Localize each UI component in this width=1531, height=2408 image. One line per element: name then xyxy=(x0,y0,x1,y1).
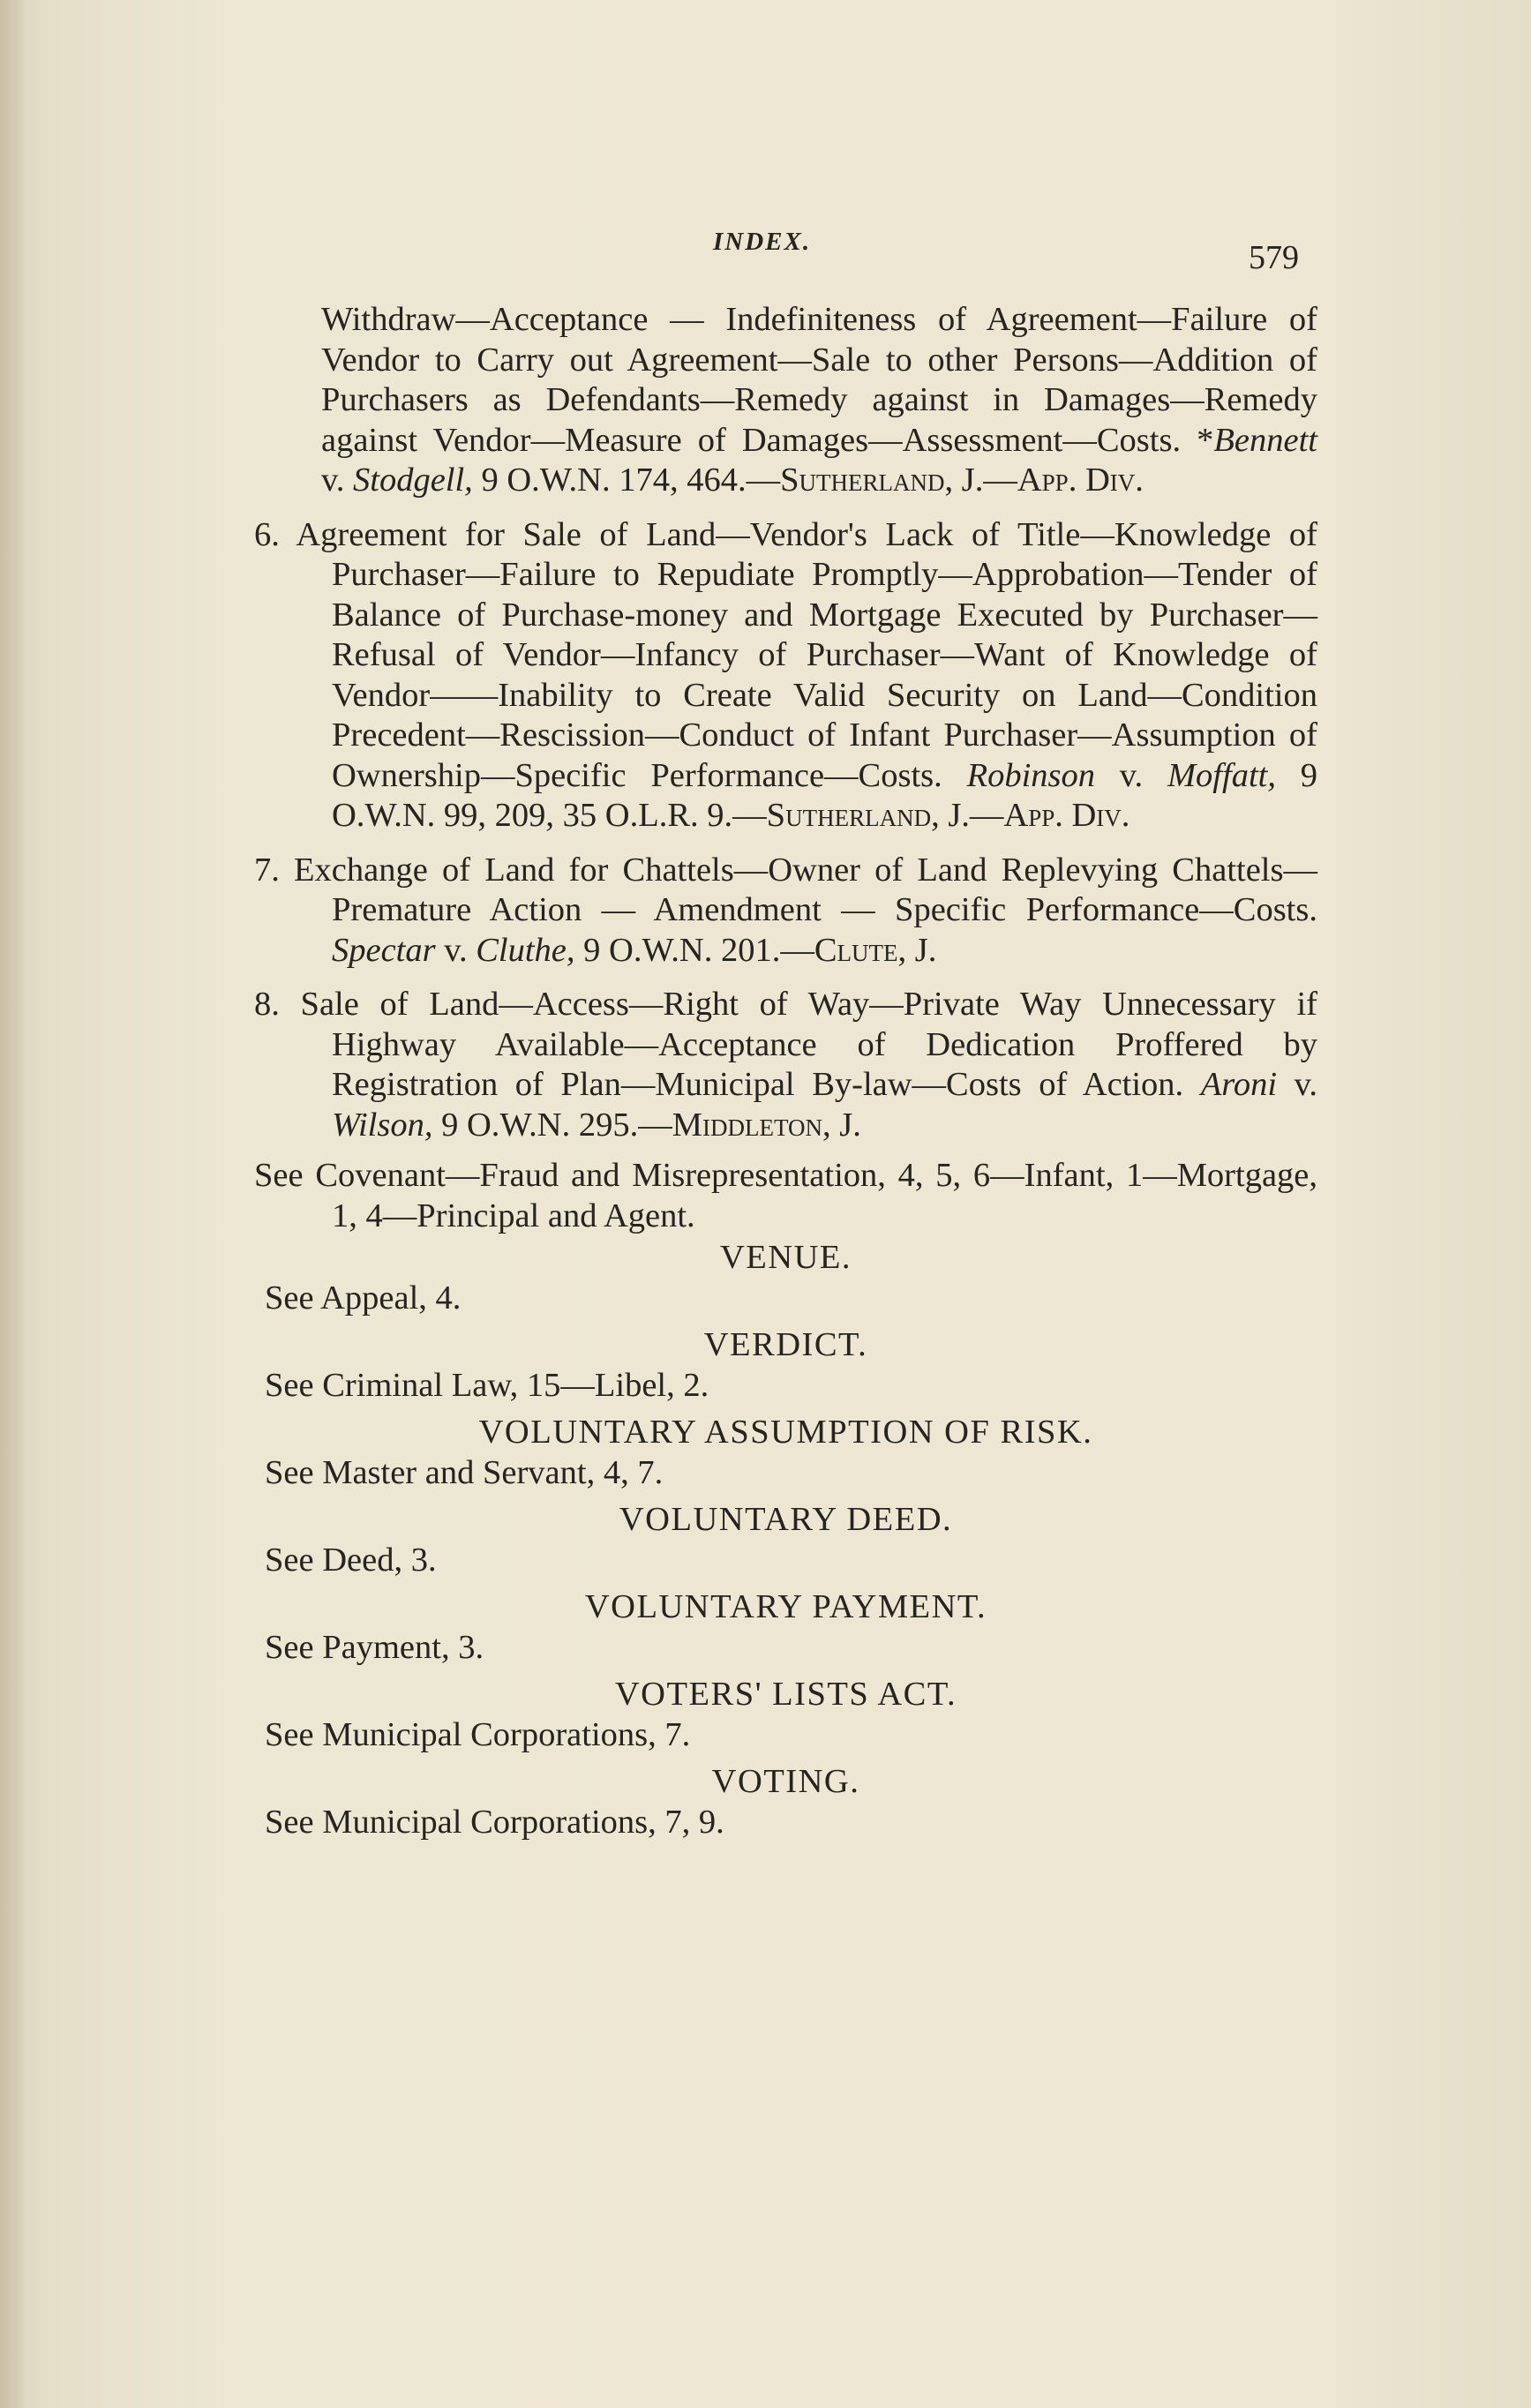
cross-reference: See Municipal Corporations, 7. xyxy=(265,1715,691,1753)
cross-reference: See Deed, 3. xyxy=(265,1541,437,1579)
cross-reference: See Payment, 3. xyxy=(265,1628,484,1666)
case-versus: v. xyxy=(1277,1066,1318,1103)
heading-voluntary-payment: VOLUNTARY PAYMENT. xyxy=(584,1588,987,1625)
case-citation: 9 O.W.N. 201.— xyxy=(574,931,814,969)
heading-venue: VENUE. xyxy=(719,1239,852,1276)
cross-reference: See Appeal, 4. xyxy=(265,1279,462,1317)
case-party-2: Moffatt, xyxy=(1167,756,1276,794)
judge-name: Sutherland, J.—App. Div. xyxy=(780,461,1144,499)
continued-entry xyxy=(254,300,1317,501)
cross-reference: See Criminal Law, 15—Libel, 2. xyxy=(265,1366,709,1404)
heading-voluntary-assumption-of-risk: VOLUNTARY ASSUMPTION OF RISK. xyxy=(478,1414,1093,1451)
binding-shadow xyxy=(0,0,26,2408)
case-star: * xyxy=(1181,421,1214,459)
case-versus: v. xyxy=(435,931,477,969)
index-text xyxy=(254,300,1317,1842)
case-citation: 9 O.W.N. 174, 464.— xyxy=(472,461,781,499)
page-number: 579 xyxy=(1249,239,1299,276)
case-citation: 9 O.W.N. 295.— xyxy=(432,1106,672,1144)
case-party-1: Aroni xyxy=(1200,1066,1278,1103)
see-also-entry: See Covenant—Fraud and Misrepresentation, 4, 5, 6—Infant, 1—Mortgage, 1, 4—Principal and Agent. xyxy=(254,1157,1317,1234)
entry-text: Withdraw—Acceptance — Indefiniteness of Agreement—Failure of Vendor to Carry out Agreement—Sale to other Persons—Addition of Purchasers as Defendants—Remedy against in Damages—Remedy against Vendor—Measure of Damages—Assessment—Costs. xyxy=(321,301,1317,459)
cross-reference: See Municipal Corporations, 7, 9. xyxy=(265,1803,724,1841)
heading-voluntary-deed: VOLUNTARY DEED. xyxy=(619,1501,953,1538)
entry-number: 7. xyxy=(254,851,280,889)
entry-number: 8. xyxy=(254,986,280,1023)
heading-voters-lists-act: VOTERS' LISTS ACT. xyxy=(614,1676,957,1713)
entry-6 xyxy=(254,515,1317,836)
case-party-2: Cluthe, xyxy=(476,931,575,969)
entry-text: Sale of Land—Access—Right of Way—Private Way Unnecessary if Highway Available—Acceptance of Dedication Proffered by Registration of Plan—Municipal By-law—Costs of Action. xyxy=(279,986,1317,1103)
case-party-1: Bennett xyxy=(1213,421,1317,459)
heading-verdict: VERDICT. xyxy=(703,1326,868,1363)
judge-name: Sutherland, J.—App. Div. xyxy=(766,797,1130,834)
case-citation: 9 O.W.N. 99, 209, 35 O.L.R. 9.— xyxy=(332,756,1318,834)
judge-name: Clute, J. xyxy=(814,931,937,969)
case-party-1: Spectar xyxy=(332,931,436,969)
cross-reference: See Master and Servant, 4, 7. xyxy=(265,1453,664,1491)
judge-name: Middleton, J. xyxy=(672,1106,861,1144)
entry-text: Agreement for Sale of Land—Vendor's Lack of Title—Knowledge of Purchaser—Failure to Repudiate Promptly—Approbation—Tender of Balance of Purchase-money and Mortgage Executed by Purchaser—Refusal of Vendor—Infancy of Purchaser—Want of Knowledge of Vendor——Inability to Create Valid Security on Land—Condition Precedent—Rescission—Conduct of Infant Purchaser—Assumption of Ownership—Specific Performance—Costs. xyxy=(279,515,1317,794)
case-versus: v. xyxy=(321,461,353,499)
entry-8 xyxy=(254,985,1317,1145)
case-party-2: Wilson, xyxy=(332,1106,433,1144)
case-versus: v. xyxy=(1095,756,1167,794)
case-party-2: Stodgell, xyxy=(353,461,473,499)
case-party-1: Robinson xyxy=(966,756,1096,794)
running-title: INDEX. xyxy=(713,228,812,256)
running-head xyxy=(0,228,1531,281)
entry-7 xyxy=(254,851,1317,971)
entry-number: 6. xyxy=(254,515,280,553)
entry-text: Exchange of Land for Chattels—Owner of Land Replevying Chattels—Premature Action — Amendment — Specific Performance—Costs. xyxy=(279,851,1317,928)
heading-voting: VOTING. xyxy=(711,1763,860,1800)
